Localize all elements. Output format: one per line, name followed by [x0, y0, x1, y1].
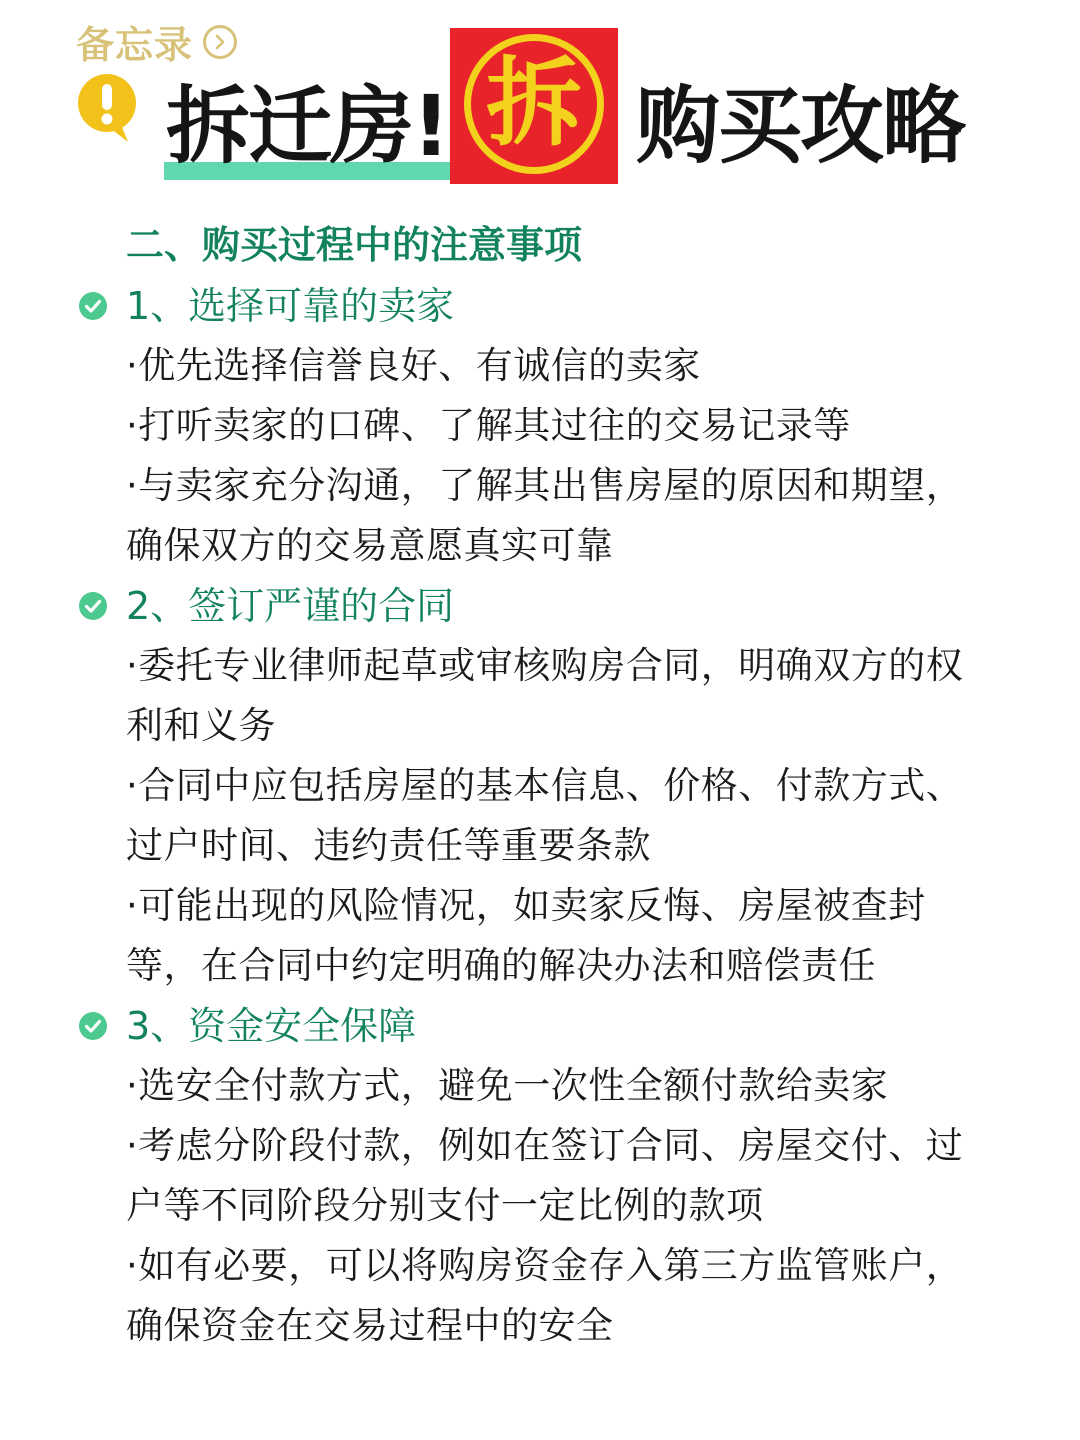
page-title-left: 拆迁房! — [166, 77, 449, 175]
list-item — [0, 276, 1080, 576]
bullet-text: ·与卖家充分沟通，了解其出售房屋的原因和期望，确保双方的交易意愿真实可靠 — [126, 464, 964, 567]
page-title-right: 购买攻略 — [636, 77, 965, 175]
bullet-text: ·选安全付款方式，避免一次性全额付款给卖家 — [126, 1064, 889, 1107]
check-circle-icon — [78, 591, 108, 621]
exclamation-alert-icon — [76, 72, 140, 144]
item-header — [0, 996, 1080, 1056]
check-circle-icon — [78, 291, 108, 321]
list-item — [0, 996, 1080, 1356]
bullet-text: ·考虑分阶段付款，例如在签订合同、房屋交付、过户等不同阶段分别支付一定比例的款项 — [126, 1124, 964, 1227]
item-title: 3、资金安全保障 — [126, 1004, 417, 1048]
content — [0, 276, 1080, 1356]
chevron-right-icon — [203, 25, 237, 59]
bullet-text: ·合同中应包括房屋的基本信息、价格、付款方式、过户时间、违约责任等重要条款 — [126, 764, 964, 867]
memo-label: 备忘录 — [76, 23, 194, 67]
item-title: 1、选择可靠的卖家 — [126, 284, 455, 328]
bullet-text: ·如有必要，可以将购房资金存入第三方监管账户，确保资金在交易过程中的安全 — [126, 1244, 964, 1347]
section-title: 二、购买过程中的注意事项 — [126, 223, 583, 267]
memo-link[interactable] — [76, 14, 237, 69]
bullet-text: ·委托专业律师起草或审核购房合同，明确双方的权利和义务 — [126, 644, 964, 747]
bullet-text: ·优先选择信誉良好、有诚信的卖家 — [126, 344, 701, 387]
bullet-text: ·打听卖家的口碑、了解其过往的交易记录等 — [126, 404, 851, 447]
item-header — [0, 276, 1080, 336]
badge-character: 拆 — [486, 47, 582, 159]
list-item — [0, 576, 1080, 996]
check-circle-icon — [78, 1011, 108, 1041]
item-title: 2、签订严谨的合同 — [126, 584, 455, 628]
bullet-text: ·可能出现的风险情况，如卖家反悔、房屋被查封等，在合同中约定明确的解决办法和赔偿责任 — [126, 884, 926, 987]
item-header — [0, 576, 1080, 636]
demolish-badge — [450, 28, 618, 184]
